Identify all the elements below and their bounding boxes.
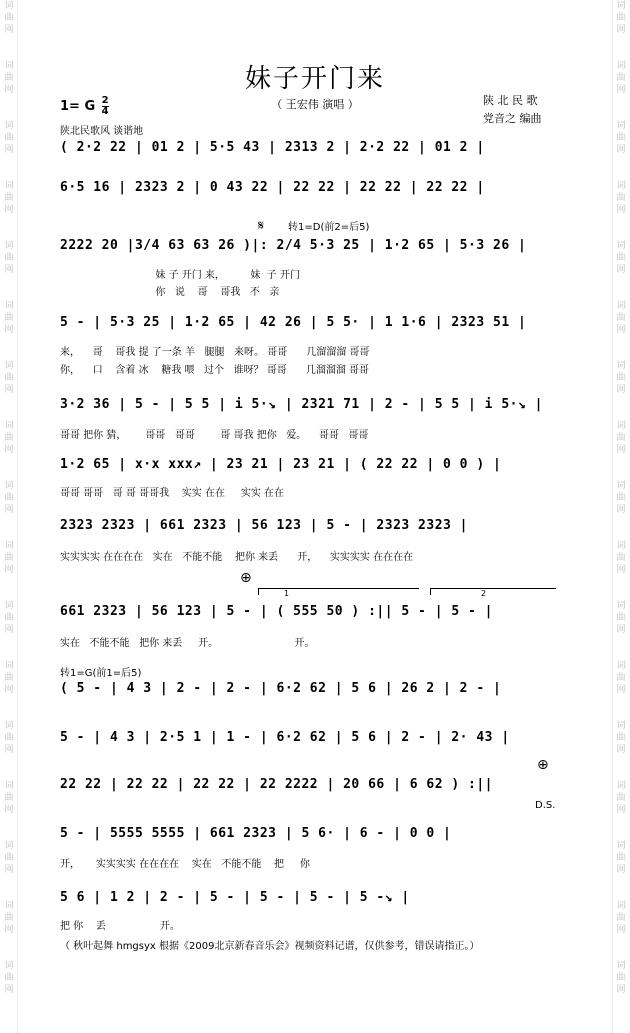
coda-icon: ⊕ (240, 570, 252, 586)
score-row: 2222 20 |3/4 63 63 26 )|: 2/4 5·3 25 | 1·2 65 | 5·3 26 | (60, 238, 527, 253)
composer-credit: 陕 北 民 歌 (483, 94, 538, 107)
style-note: 陕北民歌风 谈谐地 (60, 126, 144, 137)
time-num: 2 (101, 95, 109, 106)
watermark-text: 词曲网 (4, 961, 14, 995)
modulation-note: 转1=D(前2=后5) (288, 222, 370, 233)
watermark-text: 词曲网 (4, 301, 14, 335)
volta-bracket-1 (258, 588, 419, 598)
watermark-text: 词曲网 (4, 481, 14, 515)
watermark-text: 词曲网 (616, 601, 626, 635)
score-row: 2323 2323 | 661 2323 | 56 123 | 5 - | 2323 2323 | (60, 518, 469, 533)
song-title: 妹子开门来 (244, 64, 385, 94)
coda-icon: ⊕ (537, 757, 549, 773)
watermark-text: 词曲网 (4, 661, 14, 695)
watermark-text: 词曲网 (616, 901, 626, 935)
arranger-credit: 党音之 编曲 (483, 112, 542, 125)
watermark-text: 词曲网 (616, 181, 626, 215)
lyric-line: 来， 哥 哥我 提 了一条 羊 腿腿 来呀。 哥哥 几溜溜溜 哥哥 (60, 347, 370, 358)
time-den: 4 (101, 106, 109, 117)
watermark-strip-left (1, 0, 18, 1033)
watermark-text: 词曲网 (616, 721, 626, 755)
watermark-text: 词曲网 (4, 841, 14, 875)
watermark-text: 词曲网 (616, 241, 626, 275)
lyric-line: 哥哥 把你 猜， 哥哥 哥哥 哥 哥我 把你 爱。 哥哥 哥哥 (60, 430, 369, 441)
volta-label: 1 (284, 589, 290, 598)
watermark-text: 词曲网 (4, 361, 14, 395)
watermark-text: 词曲网 (616, 481, 626, 515)
watermark-text: 词曲网 (616, 1, 626, 35)
watermark-text: 词曲网 (616, 781, 626, 815)
watermark-strip-right (612, 0, 629, 1033)
watermark-text: 词曲网 (4, 901, 14, 935)
score-row: 1·2 65 | x·x xxx↗ | 23 21 | 23 21 | ( 22 22 | 0 0 ) | (60, 457, 502, 472)
score-row: ( 5 - | 4 3 | 2 - | 2 - | 6·2 62 | 5 6 | 26 2 | 2 - | (60, 681, 502, 696)
score-row: 5 6 | 1 2 | 2 - | 5 - | 5 - | 5 - | 5 -↘ | (60, 890, 410, 905)
watermark-text: 词曲网 (616, 661, 626, 695)
score-row: 5 - | 5·3 25 | 1·2 65 | 42 26 | 5 5· | 1 1·6 | 2323 51 | (60, 315, 527, 330)
watermark-text: 词曲网 (616, 301, 626, 335)
watermark-text: 词曲网 (616, 961, 626, 995)
transcriber-note: （ 秋叶起舞 hmgsyx 根据《2009北京新春音乐会》视频资料记谱，仅供参考，错误请指正。） (60, 941, 480, 952)
watermark-text: 词曲网 (616, 541, 626, 575)
lyric-line: 开， 实实实实 在在在在 实在 不能不能 把 你 (60, 859, 310, 870)
ds-marking: D.S. (535, 800, 556, 811)
key-signature (60, 96, 109, 117)
lyric-line: 你 说 哥 哥我 不 亲 (60, 287, 280, 298)
score-row: ( 2·2 22 | 01 2 | 5·5 43 | 2313 2 | 2·2 22 | 01 2 | (60, 140, 485, 155)
time-signature (102, 96, 109, 117)
segno-icon: 𝄋 (258, 218, 265, 234)
lyric-line: 实实实实 在在在在 实在 不能不能 把你 来丢 开， 实实实实 在在在在 (60, 552, 414, 563)
watermark-text: 词曲网 (4, 601, 14, 635)
watermark-text: 词曲网 (4, 121, 14, 155)
watermark-text: 词曲网 (4, 1, 14, 35)
watermark-text: 词曲网 (4, 181, 14, 215)
watermark-text: 词曲网 (616, 421, 626, 455)
watermark-text: 词曲网 (616, 361, 626, 395)
watermark-text: 词曲网 (4, 541, 14, 575)
watermark-text: 词曲网 (4, 721, 14, 755)
lyric-line: 实在 不能不能 把你 来丢 开。 开。 (60, 638, 315, 649)
watermark-text: 词曲网 (616, 61, 626, 95)
volta-bracket-2 (430, 588, 556, 598)
watermark-text: 词曲网 (4, 241, 14, 275)
watermark-text: 词曲网 (4, 61, 14, 95)
score-row: 5 - | 4 3 | 2·5 1 | 1 - | 6·2 62 | 5 6 | 2 - | 2· 43 | (60, 730, 510, 745)
score-row: 22 22 | 22 22 | 22 22 | 22 2222 | 20 66 | 6 62 ) :|| (60, 777, 493, 792)
watermark-text: 词曲网 (616, 121, 626, 155)
key-label: 1= G (60, 99, 96, 114)
watermark-text: 词曲网 (616, 841, 626, 875)
lyric-line: 你， 口 含着 冰 糖我 喂 过个 谁呀？ 哥哥 几溜溜溜 哥哥 (60, 365, 370, 376)
score-row: 3·2 36 | 5 - | 5 5 | i 5·↘ | 2321 71 | 2 - | 5 5 | i 5·↘ | (60, 397, 543, 412)
lyric-line: 妹 子 开门 来， 妹 子 开门 (60, 270, 300, 281)
lyric-line: 把 你 丢 开。 (60, 921, 180, 932)
modulation-note: 转1=G(前1=后5) (60, 668, 142, 679)
score-row: 661 2323 | 56 123 | 5 - | ( 555 50 ) :|| 5 - | 5 - | (60, 604, 493, 619)
score-row: 5 - | 5555 5555 | 661 2323 | 5 6· | 6 - | 0 0 | (60, 826, 452, 841)
volta-label: 2 (481, 589, 487, 598)
watermark-text: 词曲网 (4, 781, 14, 815)
watermark-text: 词曲网 (4, 421, 14, 455)
lyric-line: 哥哥 哥哥 哥 哥 哥哥我 实实 在在 实实 在在 (60, 488, 285, 499)
score-row: 6·5 16 | 2323 2 | 0 43 22 | 22 22 | 22 22 | 22 22 | (60, 180, 485, 195)
singer-credit: （ 王宏伟 演唱 ） (271, 98, 359, 111)
